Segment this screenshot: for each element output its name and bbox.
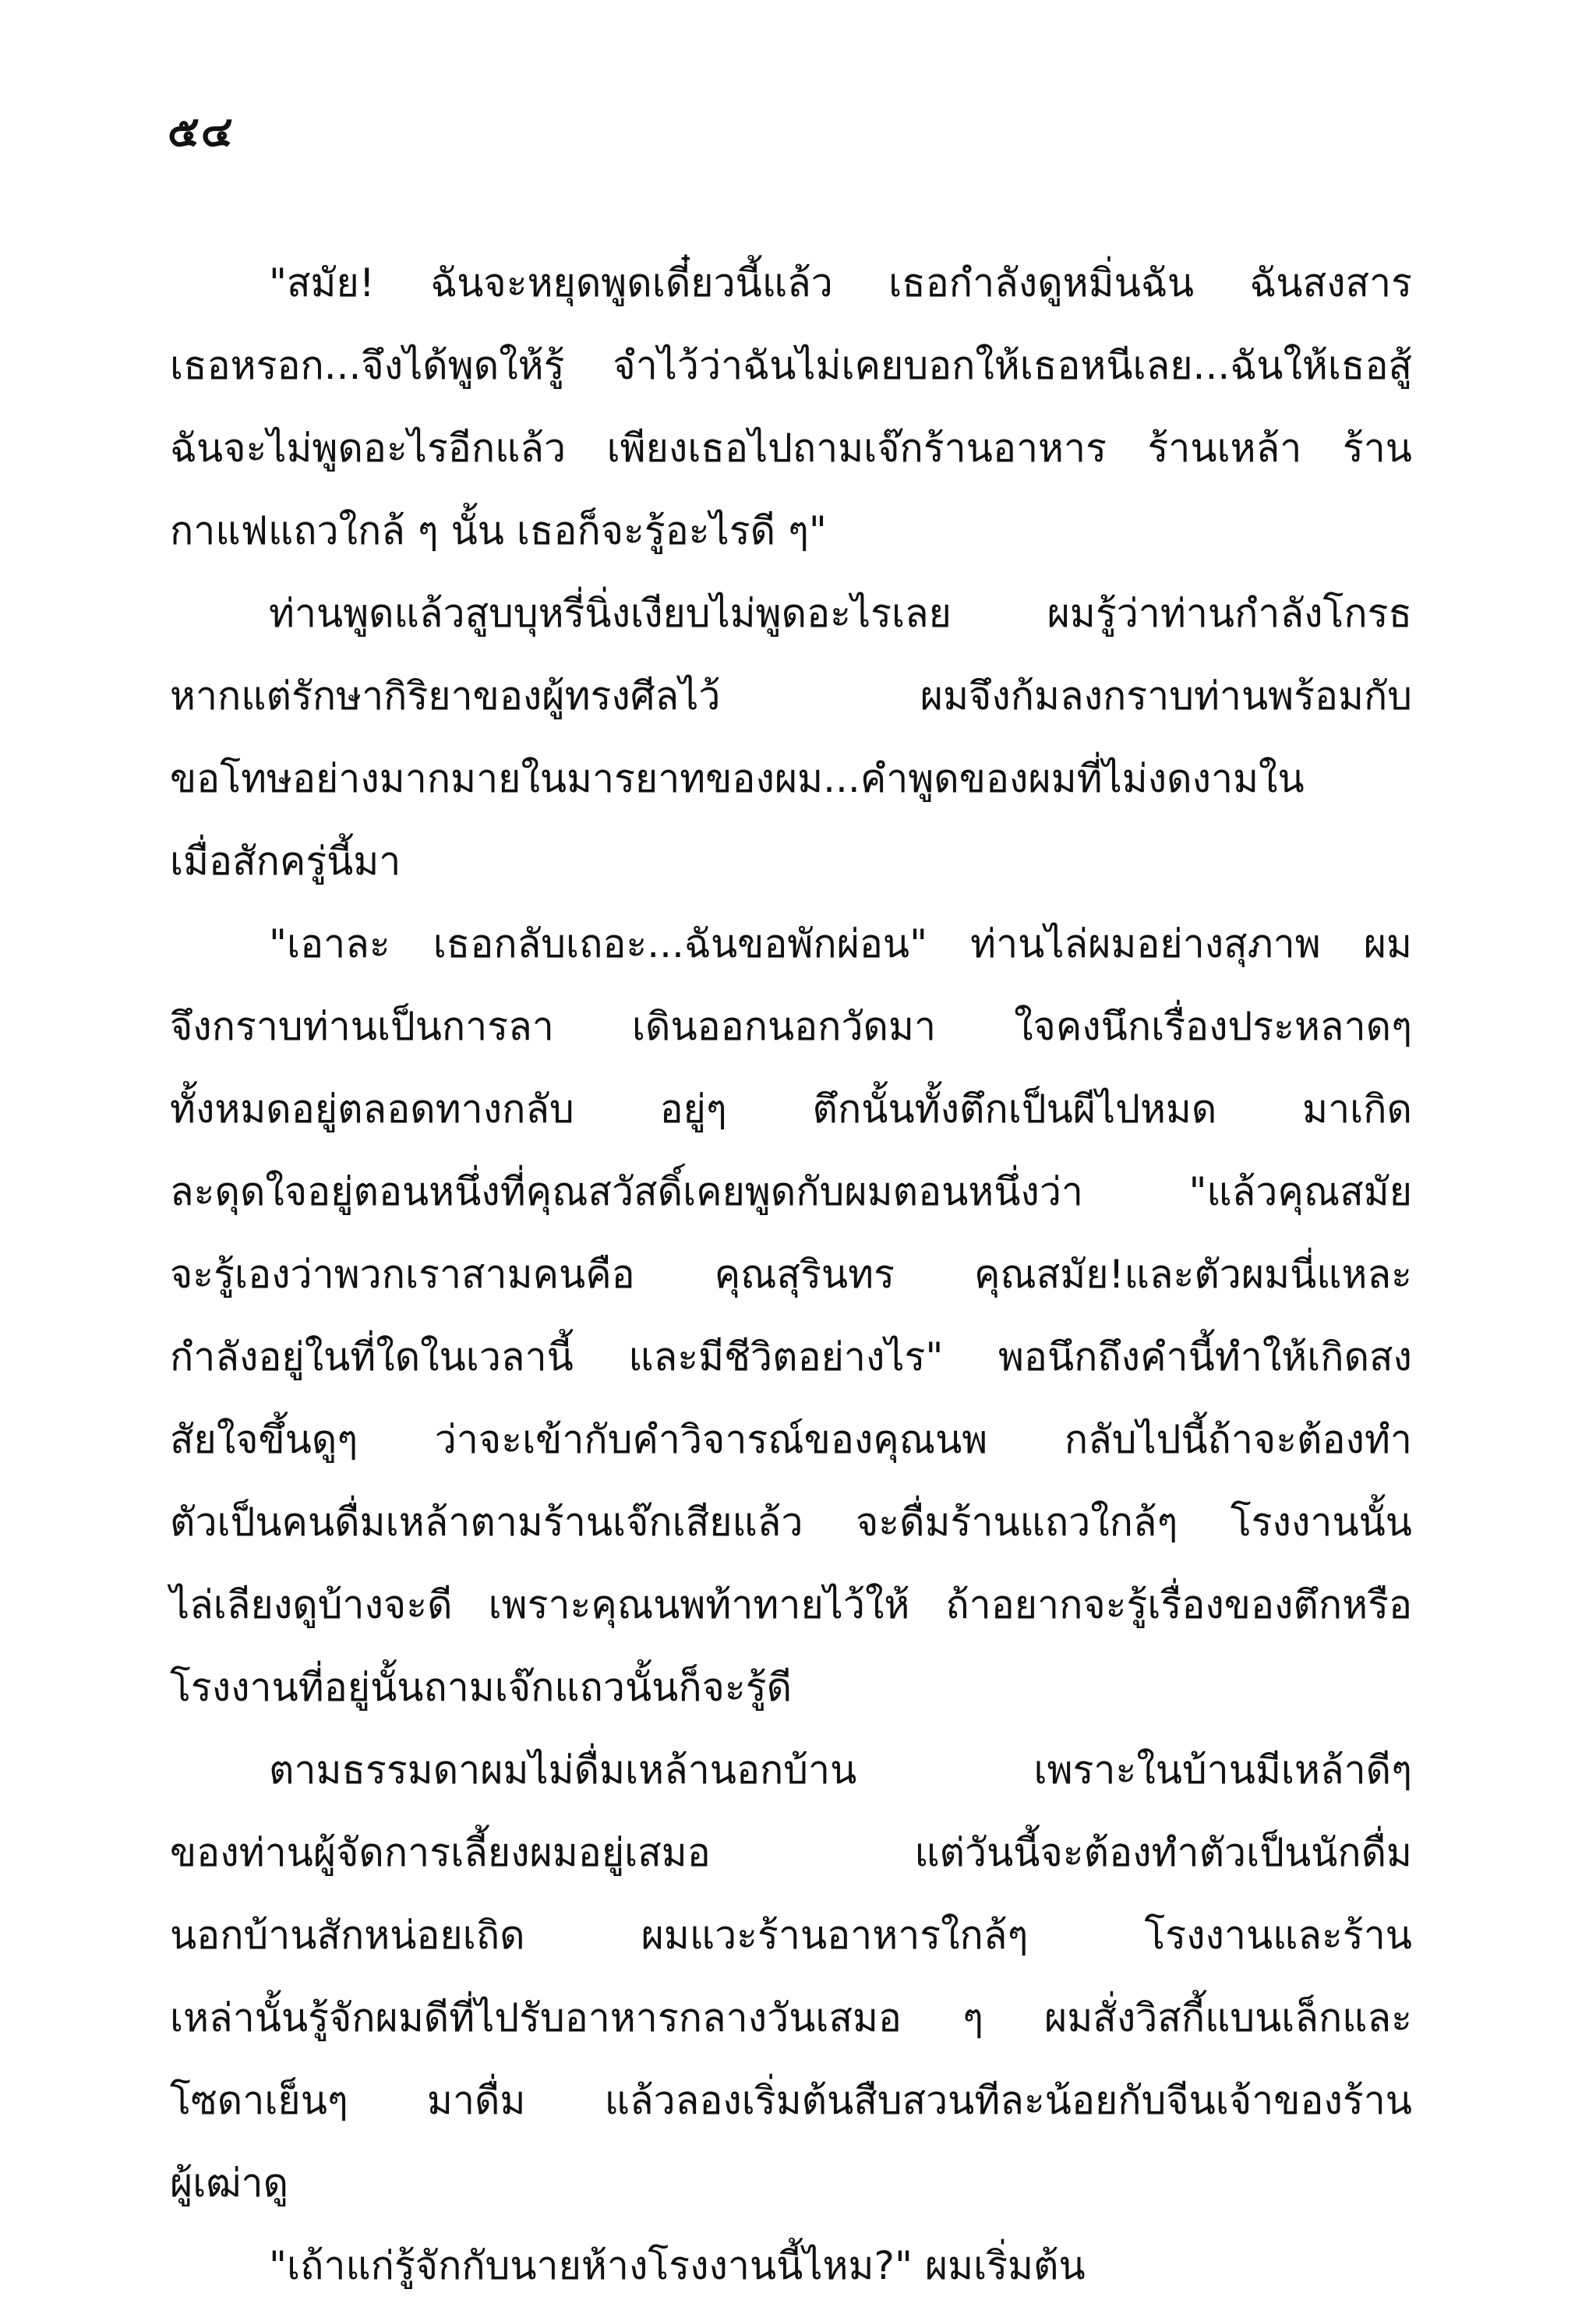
text-word: ไล่เลียงดูบ้างจะดี — [170, 1582, 453, 1627]
text-word: "เถ้าแก่รู้จักกับนายห้างโรงงานนี้ไหม?" — [269, 2243, 913, 2288]
text-word: ฉันสงสาร — [1249, 260, 1412, 306]
body-text — [0, 242, 1596, 2307]
text-word: โซดาเย็นๆ — [170, 2078, 348, 2123]
text-word: เหล่านั้นรู้จักผมดีที่ไปรับอาหารกลางวันเสมอ — [170, 1995, 902, 2040]
text-word: กลับไปนี้ถ้าจะต้องทำ — [1064, 1417, 1412, 1462]
text-word: ๆ — [962, 1995, 983, 2040]
text-line — [0, 1150, 1412, 1233]
text-word: ขอโทษอย่างมากมายในมารยาทของผม...คำพูดของผมที่ไม่งดงามใน — [170, 756, 1305, 801]
text-line — [0, 1811, 1412, 1894]
text-word: "เอาละ — [269, 921, 390, 966]
text-word: ๆ — [417, 508, 439, 553]
text-word: ผมเริ่มต้น — [924, 2243, 1086, 2288]
text-line — [0, 2224, 1412, 2307]
text-word: กำลังอยู่ในที่ใดในเวลานี้ — [170, 1334, 574, 1380]
text-word: "สมัย! — [269, 260, 375, 306]
text-word: ร้านเหล้า — [1147, 426, 1302, 471]
text-line — [0, 1398, 1412, 1481]
text-line — [0, 655, 1412, 737]
text-word: เธอกำลังดูหมิ่นฉัน — [888, 260, 1195, 306]
text-word: ผมสั่งวิสกี้แบนเล็กและ — [1044, 1995, 1412, 2040]
text-line — [0, 1563, 1412, 1646]
text-word: มาดื่ม — [427, 2078, 526, 2123]
text-line — [0, 820, 1412, 903]
text-word: ผู้เฒ่าดู — [170, 2160, 289, 2206]
text-word: โรงงานนั้น — [1230, 1500, 1412, 1545]
text-word: เธอก็จะรู้อะไรดี — [516, 508, 776, 553]
text-word: ตามธรรมดาผมไม่ดื่มเหล้านอกบ้าน — [269, 1747, 857, 1793]
text-line — [0, 242, 1412, 324]
text-word: ฉันจะไม่พูดอะไรอีกแล้ว — [170, 426, 567, 471]
text-line — [0, 1729, 1412, 1811]
text-word: ว่าจะเข้ากับคำวิจารณ์ของคุณนพ — [434, 1417, 988, 1462]
text-word: ผม — [1363, 921, 1412, 966]
page-number: ๕๔ — [168, 107, 235, 156]
text-line — [0, 985, 1412, 1068]
text-word: เธอหรอก...จึงได้พูดให้รู้ — [170, 343, 565, 388]
text-line — [0, 1481, 1412, 1563]
text-word: โรงงานและร้าน — [1144, 1913, 1412, 1958]
text-word: จะดื่มร้านแถวใกล้ๆ — [855, 1500, 1178, 1545]
text-word: ทั้งหมดอยู่ตลอดทางกลับ — [170, 1086, 574, 1132]
text-line — [0, 489, 1412, 572]
text-word: ผมแวะร้านอาหารใกล้ๆ — [641, 1913, 1029, 1958]
text-line — [0, 1894, 1412, 1977]
text-word: ละดุดใจอยู่ตอนหนึ่งที่คุณสวัสดิ์เคยพูดกับผมตอนหนึ่งว่า — [170, 1169, 1083, 1214]
text-word: แล้วลองเริ่มต้นสืบสวนทีละน้อยกับจีนเจ้าของร้าน — [604, 2078, 1412, 2123]
text-word: ๆ" — [788, 508, 827, 553]
text-word: ร้าน — [1342, 426, 1412, 471]
text-word: คุณสมัย!และตัวผมนี่แหละ — [973, 1252, 1412, 1297]
text-word: เดินออกนอกวัดมา — [631, 1004, 937, 1049]
text-word: จำไว้ว่าฉันไม่เคยบอกให้เธอหนีเลย...ฉันให้เธอสู้ — [613, 343, 1412, 388]
text-word: ของท่านผู้จัดการเลี้ยงผมอยู่เสมอ — [170, 1830, 711, 1875]
text-word: และมีชีวิตอย่างไร" — [628, 1334, 944, 1380]
text-word: สัยใจขึ้นดูๆ — [170, 1417, 358, 1462]
text-line — [0, 1068, 1412, 1150]
text-word: พอนึกถึงคำนี้ทำให้เกิดสง — [998, 1334, 1412, 1380]
text-line — [0, 2059, 1412, 2142]
text-word: ฉันจะหยุดพูดเดี๋ยวนี้แล้ว — [430, 260, 833, 306]
text-word: ผมรู้ว่าท่านกำลังโกรธ — [1047, 591, 1412, 636]
text-word: เพียงเธอไปถามเจ๊กร้านอาหาร — [606, 426, 1107, 471]
text-word: เมื่อสักครู่นี้มา — [170, 839, 401, 884]
text-word: ใจคงนึกเรื่องประหลาดๆ — [1014, 1004, 1412, 1049]
text-word: เพราะในบ้านมีเหล้าดีๆ — [1033, 1747, 1412, 1793]
text-word: คุณสุรินทร — [714, 1252, 895, 1297]
text-word: ท่านไล่ผมอย่างสุภาพ — [970, 921, 1321, 966]
text-line — [0, 324, 1412, 407]
text-line — [0, 407, 1412, 489]
text-line — [0, 903, 1412, 985]
text-word: อยู่ๆ — [659, 1086, 727, 1132]
text-word: แต่วันนี้จะต้องทำตัวเป็นนักดื่ม — [914, 1830, 1412, 1875]
text-word: นอกบ้านสักหน่อยเถิด — [170, 1913, 525, 1958]
text-line — [0, 2142, 1412, 2224]
text-word: หากแต่รักษากิริยาของผู้ทรงศีลไว้ — [170, 673, 721, 719]
text-word: ตัวเป็นคนดื่มเหล้าตามร้านเจ๊กเสียแล้ว — [170, 1500, 803, 1545]
text-word: เธอกลับเถอะ...ฉันขอพักผ่อน" — [433, 921, 928, 966]
text-word: จะรู้เองว่าพวกเราสามคนคือ — [170, 1252, 635, 1297]
text-word: ท่านพูดแล้วสูบบุหรี่นิ่งเงียบไม่พูดอะไรเลย — [269, 591, 952, 636]
text-line — [0, 1977, 1412, 2059]
text-word: โรงงานที่อยู่นั้นถามเจ๊กแถวนั้นก็จะรู้ดี — [170, 1665, 793, 1710]
text-line — [0, 1646, 1412, 1729]
text-word: นั้น — [450, 508, 504, 553]
text-word: เพราะคุณนพท้าทายไว้ให้ — [488, 1582, 910, 1627]
text-word: ตึกนั้นทั้งตึกเป็นผีไปหมด — [812, 1086, 1217, 1132]
text-line — [0, 737, 1412, 820]
text-word: ผมจึงก้มลงกราบท่านพร้อมกับ — [920, 673, 1412, 719]
text-line — [0, 1316, 1412, 1398]
text-word: กาแฟแถวใกล้ — [170, 508, 405, 553]
text-line — [0, 1233, 1412, 1316]
text-word: "แล้วคุณสมัย — [1188, 1169, 1412, 1214]
text-word: จึงกราบท่านเป็นการลา — [170, 1004, 554, 1049]
text-line — [0, 572, 1412, 655]
text-word: มาเกิด — [1302, 1086, 1412, 1132]
text-word: ถ้าอยากจะรู้เรื่องของตึกหรือ — [945, 1582, 1412, 1627]
